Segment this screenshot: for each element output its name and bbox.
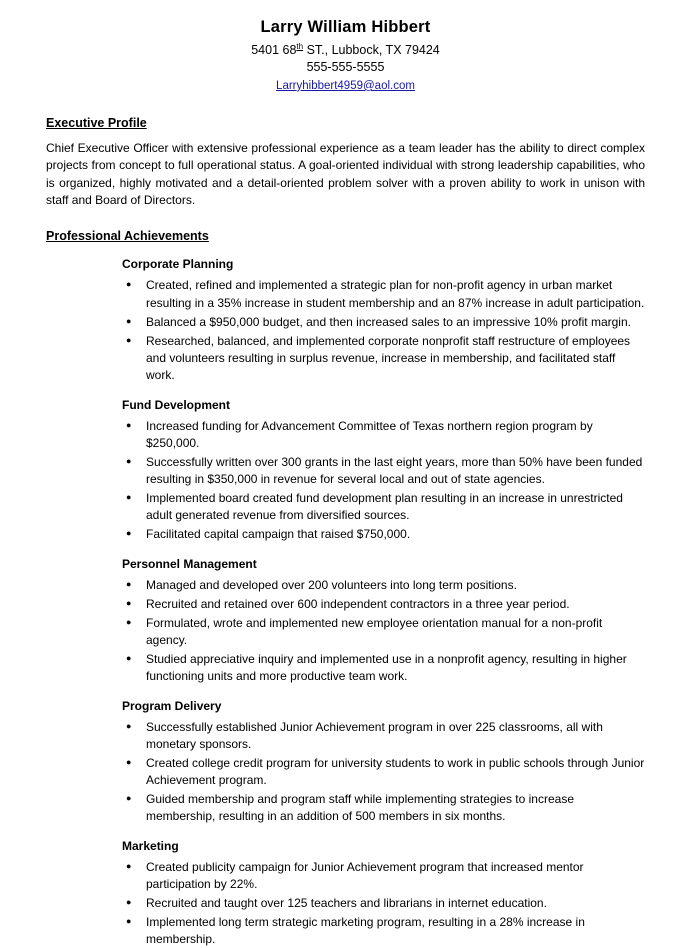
- subsection-title: Program Delivery: [122, 699, 222, 714]
- list-item: ● Facilitated capital campaign that raised $750,000.: [122, 526, 645, 543]
- achievement-group-fund-development: [122, 398, 645, 543]
- resume-header: [46, 18, 645, 94]
- section-title-professional-achievements: Professional Achievements: [46, 229, 209, 244]
- list-item: ● Balanced a $950,000 budget, and then increased sales to an impressive 10% profit margin.: [122, 314, 645, 331]
- achievement-list: [122, 719, 645, 825]
- executive-profile-body: Chief Executive Officer with extensive professional experience as a team leader has the ability to direct complex projects from concept to full operational status. A goal-oriented individual with strong leadership capabilities, who is organized, highly motivated and a detail-oriented problem solver with a proven ability to work in unison with staff and Board of Directors.: [46, 140, 645, 208]
- candidate-address: [46, 42, 645, 59]
- achievement-group-marketing: [122, 839, 645, 948]
- achievement-list: [122, 418, 645, 543]
- achievement-list: [122, 277, 645, 383]
- list-item: ● Created, refined and implemented a strategic plan for non-profit agency in urban market resulting in a 35% increase in student membership and an 87% increase in adult participation.: [122, 277, 645, 311]
- list-item: ● Successfully established Junior Achievement program in over 225 classrooms, all with monetary sponsors.: [122, 719, 645, 753]
- achievement-group-corporate-planning: [122, 257, 645, 383]
- list-item: ● Created publicity campaign for Junior Achievement program that increased mentor participation by 22%.: [122, 859, 645, 893]
- address-post: ST., Lubbock, TX 79424: [303, 43, 440, 58]
- subsection-title: Personnel Management: [122, 556, 257, 571]
- address-ordinal-suffix: th: [296, 42, 304, 51]
- list-item: ● Successfully written over 300 grants in the last eight years, more than 50% have been funded resulting in $350,000 in revenue for several local and out of state agencies.: [122, 454, 645, 488]
- list-item: ● Guided membership and program staff while implementing strategies to increase membership, resulting in an addition of 500 members in six months.: [122, 791, 645, 825]
- list-item: ● Increased funding for Advancement Committee of Texas northern region program by $250,000.: [122, 418, 645, 452]
- address-pre: 5401 68: [251, 43, 297, 58]
- list-item: ● Recruited and taught over 125 teachers and librarians in internet education.: [122, 895, 645, 912]
- section-executive-profile: [46, 116, 645, 210]
- achievement-group-program-delivery: [122, 699, 645, 825]
- achievement-list: [122, 859, 645, 948]
- achievement-list: [122, 577, 645, 685]
- subsection-title: Fund Development: [122, 397, 231, 412]
- list-item: ● Recruited and retained over 600 independent contractors in a three year period.: [122, 596, 645, 613]
- list-item: ● Researched, balanced, and implemented corporate nonprofit staff restructure of employees and volunteers resulting in surplus revenue, increase in membership, and facilitated staff work.: [122, 333, 645, 384]
- candidate-email-link[interactable]: Larryhibbert4959@aol.com: [276, 79, 415, 92]
- list-item: ● Studied appreciative inquiry and implemented use in a nonprofit agency, resulting in higher functioning units and more productive team work.: [122, 651, 645, 685]
- candidate-phone: 555-555-5555: [306, 60, 385, 75]
- list-item: ● Implemented board created fund development plan resulting in an increase in unrestricted adult generated revenue from diversified sources.: [122, 490, 645, 524]
- list-item: ● Formulated, wrote and implemented new employee orientation manual for a non-profit agency.: [122, 615, 645, 649]
- section-professional-achievements: [46, 229, 645, 948]
- section-title-executive-profile: Executive Profile: [46, 115, 147, 130]
- candidate-name: Larry William Hibbert: [260, 18, 431, 36]
- subsection-title: Marketing: [122, 839, 179, 854]
- achievement-group-personnel-management: [122, 557, 645, 685]
- list-item: ● Managed and developed over 200 volunteers into long term positions.: [122, 577, 645, 594]
- achievements-groups: [46, 257, 645, 948]
- subsection-title: Corporate Planning: [122, 257, 234, 272]
- list-item: ● Implemented long term strategic marketing program, resulting in a 28% increase in membership.: [122, 914, 645, 948]
- list-item: ● Created college credit program for university students to work in public schools through Junior Achievement program.: [122, 755, 645, 789]
